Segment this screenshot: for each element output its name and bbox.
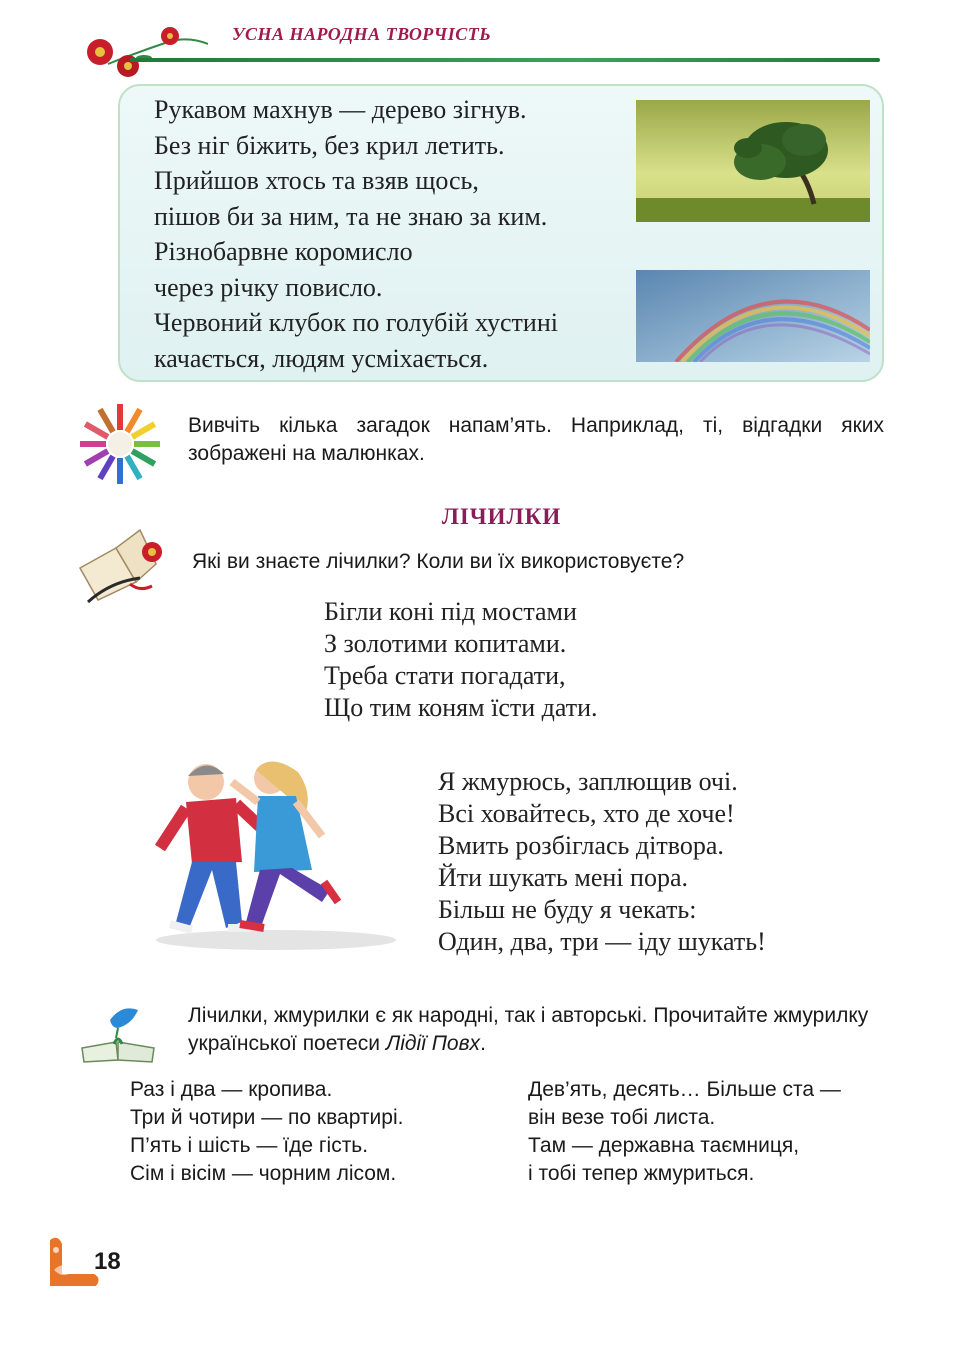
- riddle-line: пішов би за ним, та не знаю за ким.: [154, 201, 548, 231]
- poem-line: З золотими копитами.: [324, 629, 567, 658]
- riddle-line: Прийшов хтось та взяв щось,: [154, 166, 479, 195]
- task2-text: Лічилки, жмурилки є як народні, так і авторські. Прочитайте жмурилку української поетеси: [188, 1004, 869, 1055]
- task-memorize-riddles: Вивчіть кілька загадок напам’ять. Наприклад, ті, відгадки яких зображені на малюнках.: [188, 414, 884, 465]
- poem-line: Я жмурюсь, заплющив очі.: [438, 767, 738, 796]
- hide-and-seek-rhyme: [438, 766, 766, 958]
- flowers-ornament: [78, 22, 208, 84]
- rhyme-column-right: [528, 1076, 841, 1188]
- page-number: 18: [94, 1248, 121, 1275]
- riddle-line: Червоний клубок по голубій хустині: [154, 308, 558, 337]
- riddle-line: качається, людям усміхається.: [154, 343, 489, 373]
- rainbow-image: [636, 270, 870, 362]
- poem-line: Треба стати погадати,: [324, 661, 566, 690]
- riddles-text: [154, 92, 624, 376]
- poem-line: Раз і два — кропива.: [130, 1078, 333, 1101]
- book-icon: [70, 522, 170, 606]
- question-text: Які ви знаєте лічилки? Коли ви їх використовуєте?: [192, 550, 685, 573]
- task2-end: .: [480, 1032, 486, 1055]
- poem-line: Дев’ять, десять… Більше ста —: [528, 1078, 841, 1101]
- poem-line: Сім і вісім — чорним лісом.: [130, 1162, 397, 1185]
- poem-line: Більш не буду я чекать:: [438, 895, 697, 924]
- poem-line: і тобі тепер жмуриться.: [528, 1162, 755, 1185]
- poem-line: П’ять і шість — їде гість.: [130, 1134, 369, 1157]
- poem-line: Вмить розбіглась дітвора.: [438, 831, 724, 860]
- riddle-line: Без ніг біжить, без крил летить.: [154, 130, 505, 160]
- riddle-line: через річку повисло.: [154, 272, 383, 302]
- counting-rhyme-horses: [324, 596, 598, 724]
- riddle-line: Різнобарвне коромисло: [154, 237, 413, 266]
- running-kids-illustration: [146, 752, 406, 952]
- bird-on-book-icon: [78, 1004, 160, 1064]
- wind-tree-image: [636, 100, 870, 222]
- poem-line: він везе тобі листа.: [528, 1106, 716, 1129]
- poem-line: Всі ховайтесь, хто де хоче!: [438, 799, 735, 828]
- poem-line: Що тим коням їсти дати.: [324, 693, 598, 722]
- header-divider: [130, 58, 880, 62]
- poem-line: Йти шукать мені пора.: [438, 863, 688, 892]
- author-name: Лідії Повх: [385, 1032, 481, 1055]
- poem-line: Три й чотири — по квартирі.: [130, 1106, 404, 1129]
- poem-line: Там — державна таємниця,: [528, 1134, 800, 1157]
- pencils-icon: [76, 400, 164, 488]
- poem-line: Бігли коні під мостами: [324, 597, 577, 626]
- task-read-rhyme: [188, 1002, 884, 1058]
- section-running-title: УСНА НАРОДНА ТВОРЧІСТЬ: [232, 24, 492, 44]
- rhyme-column-left: [130, 1076, 403, 1188]
- poem-line: Один, два, три — іду шукать!: [438, 927, 766, 956]
- section-heading: ЛІЧИЛКИ: [441, 504, 562, 529]
- riddle-line: Рукавом махнув — дерево зігнув.: [154, 95, 527, 124]
